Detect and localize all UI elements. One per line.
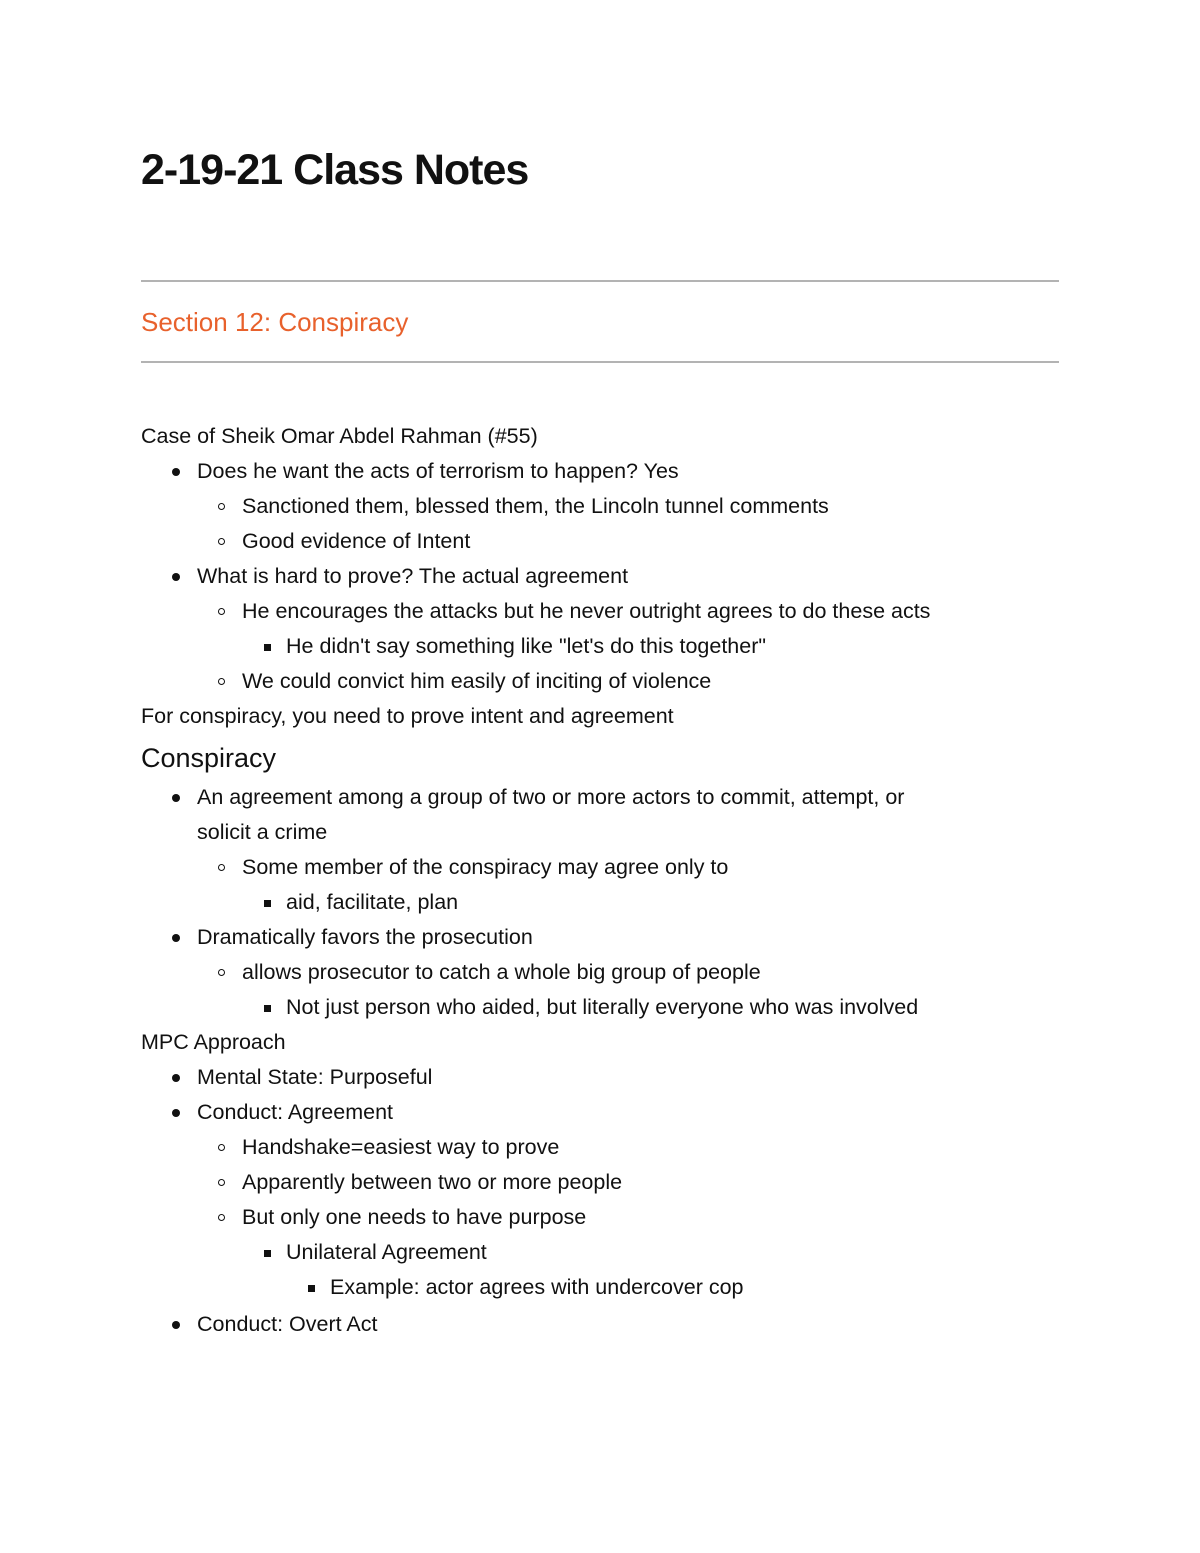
circle-bullet-icon xyxy=(218,1214,225,1221)
square-bullet-icon xyxy=(264,644,271,651)
list-item: Not just person who aided, but literally everyone who was involved xyxy=(286,990,918,1025)
mpc-heading: MPC Approach xyxy=(141,1030,286,1054)
circle-bullet-icon xyxy=(218,864,225,871)
list-item: Conduct: Agreement xyxy=(197,1095,393,1130)
case-heading: Case of Sheik Omar Abdel Rahman (#55) xyxy=(141,424,538,448)
list-item-continuation: solicit a crime xyxy=(197,820,328,844)
disc-bullet-icon xyxy=(172,934,180,942)
disc-bullet-icon xyxy=(172,794,180,802)
circle-bullet-icon xyxy=(218,678,225,685)
square-bullet-icon xyxy=(308,1285,315,1292)
circle-bullet-icon xyxy=(218,969,225,976)
list-item: Dramatically favors the prosecution xyxy=(197,920,533,955)
list-item: We could convict him easily of inciting of violence xyxy=(242,664,711,699)
list-item: But only one needs to have purpose xyxy=(242,1200,586,1235)
conspiracy-heading: Conspiracy xyxy=(141,743,277,773)
disc-bullet-icon xyxy=(172,573,180,581)
circle-bullet-icon xyxy=(218,1179,225,1186)
list-item: allows prosecutor to catch a whole big group of people xyxy=(242,955,761,990)
list-item: Does he want the acts of terrorism to happen? Yes xyxy=(197,454,679,489)
disc-bullet-icon xyxy=(172,1074,180,1082)
circle-bullet-icon xyxy=(218,503,225,510)
list-item: What is hard to prove? The actual agreement xyxy=(197,559,628,594)
divider-bottom xyxy=(141,361,1059,363)
list-item: Example: actor agrees with undercover cop xyxy=(330,1270,744,1305)
disc-bullet-icon xyxy=(172,468,180,476)
circle-bullet-icon xyxy=(218,608,225,615)
for-conspiracy-note: For conspiracy, you need to prove intent and agreement xyxy=(141,704,674,728)
list-item: Some member of the conspiracy may agree only to xyxy=(242,850,728,885)
list-item: Unilateral Agreement xyxy=(286,1235,487,1270)
list-item: Mental State: Purposeful xyxy=(197,1060,432,1095)
list-item: An agreement among a group of two or more actors to commit, attempt, or xyxy=(197,780,904,815)
list-item: Apparently between two or more people xyxy=(242,1165,622,1200)
square-bullet-icon xyxy=(264,900,271,907)
section-title: Section 12: Conspiracy xyxy=(141,307,409,337)
circle-bullet-icon xyxy=(218,1144,225,1151)
disc-bullet-icon xyxy=(172,1109,180,1117)
disc-bullet-icon xyxy=(172,1321,180,1329)
list-item: Conduct: Overt Act xyxy=(197,1307,377,1342)
square-bullet-icon xyxy=(264,1005,271,1012)
divider-top xyxy=(141,280,1059,282)
list-item: Sanctioned them, blessed them, the Lincoln tunnel comments xyxy=(242,489,829,524)
circle-bullet-icon xyxy=(218,538,225,545)
list-item: Good evidence of Intent xyxy=(242,524,470,559)
list-item: aid, facilitate, plan xyxy=(286,885,458,920)
list-item: Handshake=easiest way to prove xyxy=(242,1130,559,1165)
list-item: He didn't say something like "let's do this together" xyxy=(286,629,766,664)
square-bullet-icon xyxy=(264,1250,271,1257)
page-title: 2-19-21 Class Notes xyxy=(141,146,529,194)
list-item: He encourages the attacks but he never outright agrees to do these acts xyxy=(242,594,930,629)
